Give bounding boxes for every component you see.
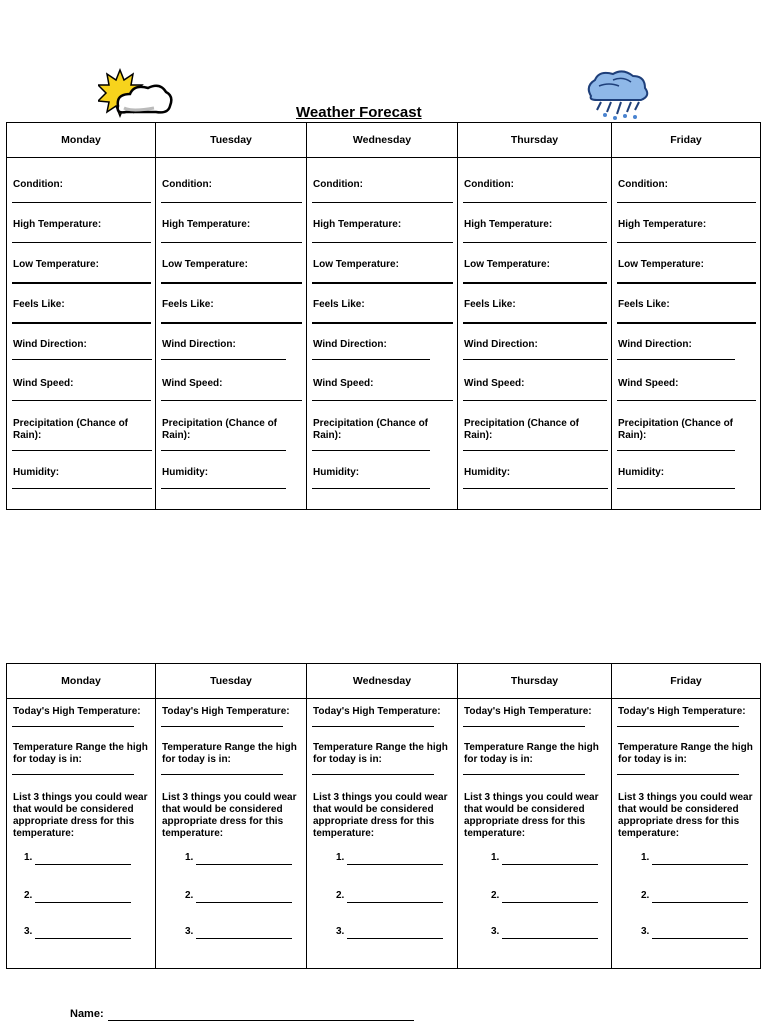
list-prompt: List 3 things you could wear that would be considered appropriate dress for this temperature: <box>464 792 599 839</box>
field-label: Condition: <box>313 179 363 190</box>
day-header: Wednesday <box>307 664 458 699</box>
field-label: Condition: <box>162 179 212 190</box>
field-label: Condition: <box>464 179 514 190</box>
day-forecast-cell <box>156 158 307 510</box>
answer-line[interactable] <box>463 282 607 284</box>
field-label: Wind Speed: <box>13 378 74 389</box>
item-number: 1. <box>491 852 500 863</box>
answer-line[interactable] <box>463 242 607 243</box>
field-label: Feels Like: <box>618 299 670 310</box>
day-dress-cell <box>156 699 307 969</box>
list-prompt: List 3 things you could wear that would be considered appropriate dress for this temperature: <box>313 792 448 839</box>
field-label: Feels Like: <box>13 299 65 310</box>
item-number: 1. <box>185 852 194 863</box>
answer-line[interactable] <box>12 359 152 360</box>
item-number: 1. <box>24 852 33 863</box>
field-label: Wind Speed: <box>618 378 679 389</box>
item-answer-line[interactable] <box>652 902 748 903</box>
field-label: Precipitation (Chance of Rain): <box>618 418 734 441</box>
field-label: Low Temperature: <box>162 259 248 270</box>
answer-line[interactable] <box>617 322 756 324</box>
range-label: Temperature Range the high for today is in: <box>313 742 448 765</box>
answer-line[interactable] <box>161 774 283 775</box>
answer-line[interactable] <box>617 450 735 451</box>
answer-line[interactable] <box>463 322 607 324</box>
rain-cloud-icon <box>583 68 653 122</box>
answer-line[interactable] <box>617 726 739 727</box>
item-number: 3. <box>641 926 650 937</box>
field-label: Precipitation (Chance of Rain): <box>162 418 278 441</box>
field-label: Condition: <box>13 179 63 190</box>
answer-line[interactable] <box>161 282 302 284</box>
answer-line[interactable] <box>312 774 434 775</box>
day-dress-cell <box>612 699 761 969</box>
item-answer-line[interactable] <box>502 938 598 939</box>
item-number: 2. <box>24 890 33 901</box>
answer-line[interactable] <box>617 488 735 489</box>
answer-line[interactable] <box>312 242 453 243</box>
field-label: High Temperature: <box>313 219 402 230</box>
answer-line[interactable] <box>463 774 585 775</box>
day-header: Monday <box>7 123 156 158</box>
field-label: High Temperature: <box>162 219 251 230</box>
range-label: Temperature Range the high for today is in: <box>13 742 148 765</box>
answer-line[interactable] <box>312 450 430 451</box>
field-label: Wind Direction: <box>618 339 692 350</box>
item-number: 3. <box>24 926 33 937</box>
field-label: Feels Like: <box>313 299 365 310</box>
list-prompt: List 3 things you could wear that would be considered appropriate dress for this temperature: <box>162 792 297 839</box>
answer-line[interactable] <box>617 202 756 203</box>
item-answer-line[interactable] <box>35 864 131 865</box>
item-number: 2. <box>185 890 194 901</box>
high-temp-label: Today's High Temperature: <box>13 706 141 717</box>
item-number: 2. <box>641 890 650 901</box>
field-label: Wind Speed: <box>313 378 374 389</box>
answer-line[interactable] <box>617 774 739 775</box>
field-label: High Temperature: <box>618 219 707 230</box>
high-temp-label: Today's High Temperature: <box>162 706 290 717</box>
answer-line[interactable] <box>463 359 608 360</box>
answer-line[interactable] <box>12 242 151 243</box>
field-label: Humidity: <box>618 467 665 478</box>
item-answer-line[interactable] <box>502 864 598 865</box>
high-temp-label: Today's High Temperature: <box>618 706 746 717</box>
field-label: Feels Like: <box>162 299 214 310</box>
day-forecast-cell <box>7 158 156 510</box>
answer-line[interactable] <box>312 488 430 489</box>
answer-line[interactable] <box>617 242 756 243</box>
day-header: Thursday <box>458 664 612 699</box>
range-label: Temperature Range the high for today is in: <box>162 742 297 765</box>
field-label: Condition: <box>618 179 668 190</box>
item-number: 2. <box>336 890 345 901</box>
item-number: 1. <box>336 852 345 863</box>
field-label: Wind Direction: <box>313 339 387 350</box>
item-answer-line[interactable] <box>35 938 131 939</box>
answer-line[interactable] <box>312 282 453 284</box>
high-temp-label: Today's High Temperature: <box>313 706 441 717</box>
field-label: Low Temperature: <box>313 259 399 270</box>
day-header: Tuesday <box>156 664 307 699</box>
day-header: Friday <box>612 123 761 158</box>
answer-line[interactable] <box>617 359 735 360</box>
answer-line[interactable] <box>161 400 302 401</box>
field-label: Wind Direction: <box>162 339 236 350</box>
field-label: Feels Like: <box>464 299 516 310</box>
item-answer-line[interactable] <box>502 902 598 903</box>
field-label: Humidity: <box>464 467 511 478</box>
day-forecast-cell <box>612 158 761 510</box>
page-title: Weather Forecast <box>296 104 422 121</box>
field-label: Humidity: <box>13 467 60 478</box>
item-answer-line[interactable] <box>347 938 443 939</box>
day-forecast-cell <box>458 158 612 510</box>
item-number: 2. <box>491 890 500 901</box>
answer-line[interactable] <box>12 202 151 203</box>
day-dress-cell <box>458 699 612 969</box>
answer-line[interactable] <box>161 488 286 489</box>
weekly-forecast-table <box>6 122 761 510</box>
item-answer-line[interactable] <box>35 902 131 903</box>
item-number: 3. <box>185 926 194 937</box>
answer-line[interactable] <box>161 726 283 727</box>
field-label: Wind Direction: <box>13 339 87 350</box>
field-label: Low Temperature: <box>618 259 704 270</box>
day-forecast-cell <box>307 158 458 510</box>
field-label: High Temperature: <box>13 219 102 230</box>
dress-planner-table <box>6 663 761 969</box>
answer-line[interactable] <box>312 400 453 401</box>
field-label: Humidity: <box>313 467 360 478</box>
answer-line[interactable] <box>463 202 607 203</box>
day-dress-cell <box>7 699 156 969</box>
list-prompt: List 3 things you could wear that would be considered appropriate dress for this temperature: <box>618 792 753 839</box>
field-label: Precipitation (Chance of Rain): <box>464 418 580 441</box>
range-label: Temperature Range the high for today is in: <box>464 742 599 765</box>
answer-line[interactable] <box>161 202 302 203</box>
answer-line[interactable] <box>12 400 151 401</box>
item-answer-line[interactable] <box>652 938 748 939</box>
item-number: 3. <box>336 926 345 937</box>
answer-line[interactable] <box>312 359 430 360</box>
answer-line[interactable] <box>312 322 453 324</box>
answer-line[interactable] <box>161 322 302 324</box>
field-label: Wind Speed: <box>464 378 525 389</box>
day-dress-cell <box>307 699 458 969</box>
answer-line[interactable] <box>463 726 585 727</box>
answer-line[interactable] <box>312 202 453 203</box>
item-answer-line[interactable] <box>652 864 748 865</box>
item-answer-line[interactable] <box>347 864 443 865</box>
day-header: Thursday <box>458 123 612 158</box>
answer-line[interactable] <box>12 450 152 451</box>
answer-line[interactable] <box>12 726 134 727</box>
item-answer-line[interactable] <box>196 902 292 903</box>
answer-line[interactable] <box>463 488 608 489</box>
answer-line[interactable] <box>12 282 151 284</box>
item-answer-line[interactable] <box>347 902 443 903</box>
day-header: Tuesday <box>156 123 307 158</box>
answer-line[interactable] <box>161 450 286 451</box>
item-number: 1. <box>641 852 650 863</box>
range-label: Temperature Range the high for today is in: <box>618 742 753 765</box>
item-answer-line[interactable] <box>196 864 292 865</box>
field-label: Precipitation (Chance of Rain): <box>313 418 429 441</box>
answer-line[interactable] <box>161 242 302 243</box>
partly-sunny-icon <box>98 68 174 120</box>
field-label: Wind Speed: <box>162 378 223 389</box>
item-answer-line[interactable] <box>196 938 292 939</box>
field-label: High Temperature: <box>464 219 553 230</box>
item-number: 3. <box>491 926 500 937</box>
answer-line[interactable] <box>463 450 608 451</box>
answer-line[interactable] <box>161 359 286 360</box>
field-label: Precipitation (Chance of Rain): <box>13 418 129 441</box>
field-label: Low Temperature: <box>13 259 99 270</box>
name-label: Name: <box>70 1008 104 1020</box>
day-header: Monday <box>7 664 156 699</box>
field-label: Low Temperature: <box>464 259 550 270</box>
high-temp-label: Today's High Temperature: <box>464 706 592 717</box>
answer-line[interactable] <box>12 322 151 324</box>
answer-line[interactable] <box>617 282 756 284</box>
answer-line[interactable] <box>12 488 152 489</box>
list-prompt: List 3 things you could wear that would be considered appropriate dress for this temperature: <box>13 792 148 839</box>
field-label: Humidity: <box>162 467 209 478</box>
answer-line[interactable] <box>617 400 756 401</box>
answer-line[interactable] <box>463 400 607 401</box>
answer-line[interactable] <box>12 774 134 775</box>
name-field[interactable] <box>108 1020 414 1021</box>
answer-line[interactable] <box>312 726 434 727</box>
day-header: Friday <box>612 664 761 699</box>
day-header: Wednesday <box>307 123 458 158</box>
field-label: Wind Direction: <box>464 339 538 350</box>
